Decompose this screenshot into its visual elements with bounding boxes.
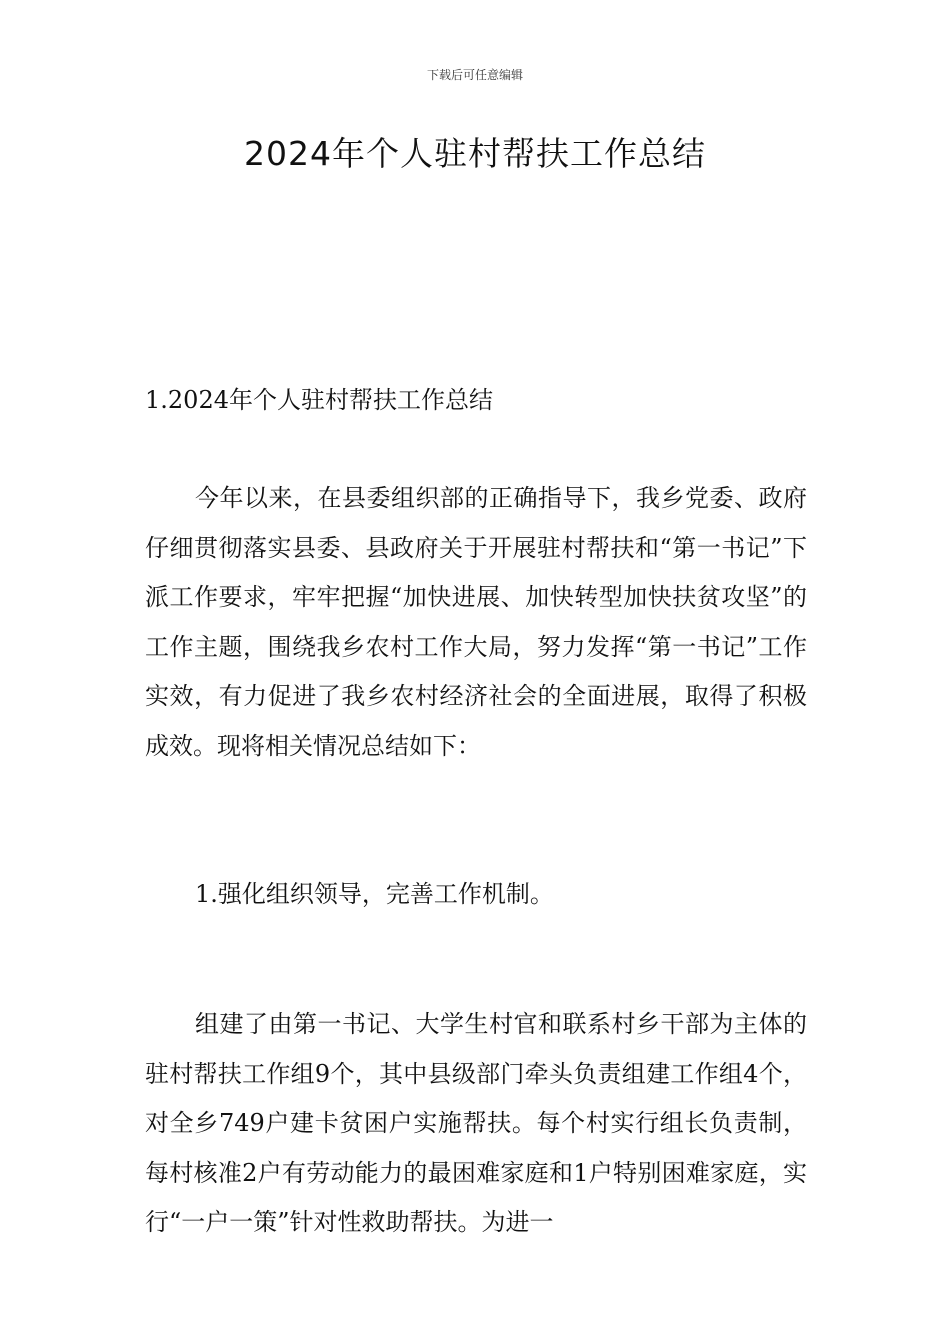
document-title: 2024年个人驻村帮扶工作总结 (244, 134, 706, 173)
header-note: 下载后可任意编辑 (426, 68, 523, 82)
intro-paragraph: 今年以来，在县委组织部的正确指导下，我乡党委、政府仔细贯彻落实县委、县政府关于开展驻村帮扶和“第一书记”下派工作要求，牢牢把握“加快进展、加快转型加快扶贫攻坚”的工作主题，围绕我乡农村工作大局，努力发挥“第一书记”工作实效，有力促进了我乡农村经济社会的全面进展，取得了积极成效。现将相关情况总结如下： (145, 484, 807, 760)
section-heading: 1.2024年个人驻村帮扶工作总结 (145, 386, 493, 414)
subheading-organization: 1.强化组织领导，完善工作机制。 (195, 880, 554, 908)
body-paragraph: 组建了由第一书记、大学生村官和联系村乡干部为主体的驻村帮扶工作组9个，其中县级部门牵头负责组建工作组4个，对全乡749户建卡贫困户实施帮扶。每个村实行组长负责制，每村核准2户有劳动能力的最困难家庭和1户特别困难家庭，实行“一户一策”针对性救助帮扶。为进一 (145, 1010, 807, 1236)
